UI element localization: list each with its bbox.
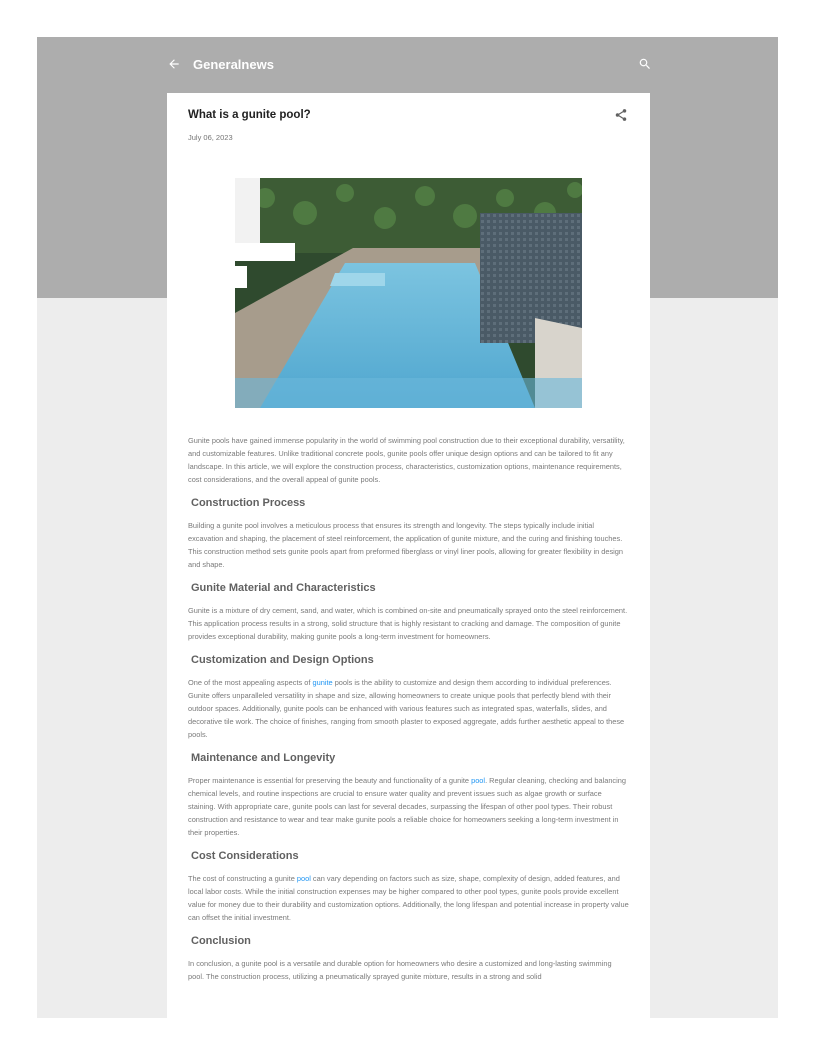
section-paragraph: In conclusion, a gunite pool is a versatile and durable option for homeowners who desire a customized and long-lasting swimming pool. The construction process, utilizing a pneumatically sprayed gunite mixture, results in a strong and solid bbox=[188, 959, 612, 981]
search-icon[interactable] bbox=[638, 57, 652, 71]
section-heading: Construction Process bbox=[191, 497, 306, 509]
section-heading: Cost Considerations bbox=[191, 850, 299, 862]
intro-paragraph: Gunite pools have gained immense popularity in the world of swimming pool construction due to their exceptional durability, versatility, and customizable features. Unlike traditional concrete pools, gunite pools offer unique design options and can be tailored to fit any landscape. In this article, we will explore the construction process, characteristics, customization options, maintenance requirements, cost considerations, and the overall appeal of gunite pools. bbox=[188, 436, 625, 484]
top-app-bar bbox=[167, 51, 652, 77]
section-paragraph: Building a gunite pool involves a meticulous process that ensures its strength and longevity. The steps typically include initial excavation and shaping, the placement of steel reinforcement, the application of gunite mixture, and the curing and finishing touches. This construction method sets gunite pools apart from preformed fiberglass or vinyl liner pools, allowing for greater flexibility in design and shape. bbox=[188, 521, 624, 569]
section-heading: Customization and Design Options bbox=[191, 654, 374, 666]
text-span: pools is the ability to customize and design them according to individual preferences. Gunite offers unparalleled versatility in shape and size, allowing homeowners to create unique pools that perfectly blend with their outdoor spaces. Additionally, gunite pools can be enhanced with various features such as integrated spas, waterfalls, slides, and decorative tile work. The choice of finishes, ranging from smooth plaster to exposed aggregate, adds further aesthetic appeal to these pools. bbox=[188, 678, 625, 739]
section-heading: Gunite Material and Characteristics bbox=[191, 582, 376, 594]
text-span: One of the most appealing aspects of bbox=[188, 678, 313, 687]
post-card bbox=[167, 93, 650, 1018]
text-span: The cost of constructing a gunite bbox=[188, 874, 297, 883]
share-icon[interactable] bbox=[614, 108, 628, 122]
section-heading: Conclusion bbox=[191, 935, 251, 947]
text-span: can vary depending on factors such as size, shape, complexity of design, added features, and local labor costs. While the initial construction expenses may be higher compared to other pool types, gunite pools provide excellent value for money due to their durability and customization options. Additionally, the long lifespan and potential increase in property value can offset the initial investment. bbox=[188, 874, 629, 922]
section-paragraph bbox=[188, 774, 629, 839]
blog-title[interactable]: Generalnews bbox=[193, 56, 274, 72]
post-date: July 06, 2023 bbox=[188, 133, 233, 142]
inline-link-gunite[interactable]: gunite bbox=[312, 678, 333, 687]
section-paragraph bbox=[188, 676, 629, 741]
inline-link-pool[interactable]: pool bbox=[296, 874, 311, 883]
arrow-left-icon[interactable] bbox=[167, 57, 181, 71]
post-title: What is a gunite pool? bbox=[188, 109, 311, 121]
pool-photo bbox=[235, 178, 582, 408]
inline-link-pool[interactable]: pool bbox=[471, 776, 486, 785]
text-span: . Regular cleaning, checking and balancing chemical levels, and routine inspections are crucial to ensure water quality and prevent issues such as algae growth or surface staining. With appropriate care, gunite pools can last for several decades, surpassing the lifespan of other pool types. Their robust construction and resistance to wear and tear make gunite pools a reliable choice for homeowners seeking a long-term investment in their properties. bbox=[188, 776, 626, 837]
post-body bbox=[188, 434, 629, 983]
section-paragraph bbox=[188, 872, 629, 924]
section-paragraph: Gunite is a mixture of dry cement, sand, and water, which is combined on-site and pneumatically sprayed onto the steel reinforcement. This application process results in a strong, solid structure that is highly resistant to cracking and damage. The composition of gunite provides exceptional durability, making gunite pools a long-term investment for homeowners. bbox=[188, 606, 628, 641]
section-heading: Maintenance and Longevity bbox=[191, 752, 336, 764]
page-frame bbox=[37, 37, 778, 1018]
text-span: Proper maintenance is essential for preserving the beauty and functionality of a gunite bbox=[188, 776, 472, 785]
